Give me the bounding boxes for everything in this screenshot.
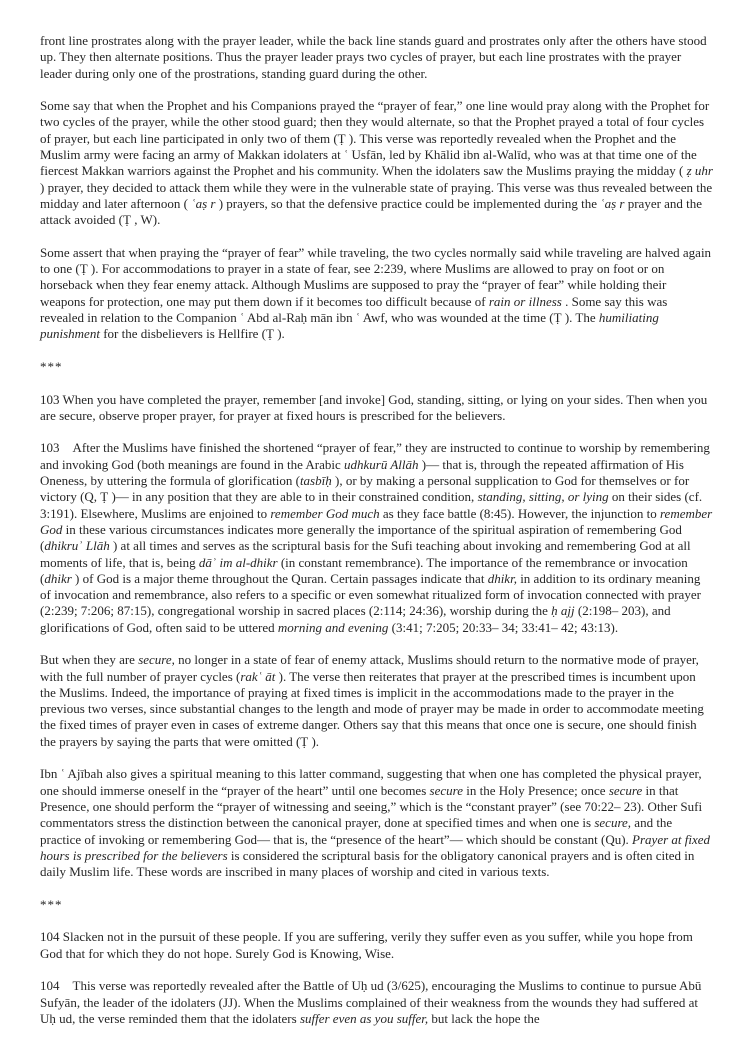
verse-103-commentary-paragraph-3: [40, 766, 713, 880]
verse-103-commentary-paragraph-2: [40, 652, 713, 750]
text-run: ) prayers, so that the defensive practice could be implemented during the: [215, 195, 601, 211]
text-run: (2:198– 203), and glorifications of God, often said to be uttered: [40, 603, 671, 635]
text-run: but lack the hope the: [428, 1010, 540, 1026]
italic-text-run: remember God: [40, 505, 713, 537]
italic-text-run: humiliating punishment: [40, 310, 659, 342]
italic-text-run: udhkurū Allāh: [344, 456, 419, 472]
commentary-paragraph-1: [40, 33, 713, 82]
commentary-paragraph-3: [40, 245, 713, 343]
text-run: (in constant remembrance). The importance of the remembrance or invocation (: [40, 554, 688, 586]
verse-103-commentary-paragraph-1: [40, 440, 713, 636]
italic-text-run: ʿaṣ r: [600, 195, 625, 211]
document-body: [40, 33, 713, 1027]
text-run: Some assert that when praying the “prayer of fear” while traveling, the two cycles normally said while traveling are halved again to one (Ṭ ). For accommodations to prayer in a state of fear, see 2:239, where Muslims are allowed to pray on foot or on horseback when they fear enemy attack. Although Muslims are supposed to pray the “prayer of fear” while holding their weapons for protection, one may put them down if it becomes too difficult because of: [40, 244, 712, 309]
italic-text-run: Prayer at fixed hours is prescribed for the believers: [40, 831, 711, 863]
italic-text-run: secure,: [594, 815, 632, 831]
italic-text-run: ʿaṣ r: [191, 195, 216, 211]
text-run: as they face battle (8:45). However, the injunction to: [379, 505, 660, 521]
italic-text-run: rakʿ āt: [240, 668, 276, 684]
text-run: ). The verse then reiterates that prayer at the prescribed times is incumbent upon the Muslims. Indeed, the importance of praying at fixed times is implicit in the accommodations made to the prayer in the previous two verses, since substantial changes to the length and mode of prayer may be made in order to accommodate meeting the fixed times of prayer even in cases of extreme danger. Others say that this means that once one is secure, one should finish the prayers by saying the parts that were omitted (Ṭ ).: [40, 668, 704, 749]
verse-104-translation: [40, 929, 713, 962]
text-run: in addition to its ordinary meaning of invocation and remembrance, also refers to a specific or even somewhat ritualized form of invocation connected with prayer (2:239; 7:206; 87:15), congregational worship in sacred places (2:114; 24:36), worship during the: [40, 570, 701, 619]
text-run: prayer and the attack avoided (Ṭ , W).: [40, 195, 703, 228]
text-run: )— that is, through the repeated affirmation of His Oneness, by uttering the formula of glorification (: [40, 456, 684, 489]
text-run: Ibn ʿ Ajībah also gives a spiritual meaning to this latter command, suggesting that when one has completed the physical prayer, one should immerse oneself in the “prayer of the heart” until one becomes: [40, 766, 702, 798]
italic-text-run: dhikruʾ Llāh: [44, 538, 110, 554]
text-run: no longer in a state of fear of enemy attack, Muslims should return to the normative mode of prayer, with the full number of prayer cycles (: [40, 652, 699, 684]
italic-text-run: dhikr: [44, 570, 72, 586]
italic-text-run: ẓ uhr: [686, 163, 713, 179]
italic-text-run: dhikr,: [487, 570, 517, 586]
text-run: in these various circumstances indicates more generally the importance of the spiritual aspiration of remembering God (: [40, 521, 682, 554]
italic-text-run: secure: [429, 782, 463, 798]
italic-text-run: ḥ ajj: [551, 603, 575, 619]
text-run: front line prostrates along with the prayer leader, while the back line stands guard and prostrates only after the others have stood up. They then alternate positions. Thus the prayer leader prays two cycles of prayer, but each line prostrates with the prayer leader during only one of the prostrations, standing guard during the other.: [40, 33, 707, 81]
text-run: for the disbelievers is Hellfire (Ṭ ).: [99, 326, 285, 342]
text-run: ), or by making a personal supplication to God for themselves or for victory (Q, Ṭ )— in any position that they are able to in their constrained condition,: [40, 473, 690, 505]
italic-text-run: secure,: [138, 652, 175, 668]
text-run: on their sides (cf. 3:191). Elsewhere, Muslims are enjoined to: [40, 489, 703, 521]
commentary-paragraph-2: [40, 98, 713, 228]
italic-text-run: dāʾ im al-dhikr: [198, 554, 278, 570]
italic-text-run: tasbīḥ: [299, 473, 332, 489]
text-run: 104 This verse was reportedly revealed after the Battle of Uḥ ud (3/625), encouraging the Muslims to continue to pursue Abū Sufyān, the leader of the idolaters (JJ). When the Muslims complained of their weakness from the wounds they had suffered at Uḥ ud, the verse reminded them that the idolaters: [40, 978, 702, 1026]
verse-104-commentary-paragraph-1: [40, 978, 713, 1027]
italic-text-run: rain or illness: [488, 293, 562, 309]
text-run: Some say that when the Prophet and his Companions prayed the “prayer of fear,” one line would pray along with the Prophet for two cycles of the prayer, while the other stood guard; then they would alternate, so that the Prophet prayed a total of four cycles of prayer, but each line participated in only two of them (Ṭ ). This verse was reportedly revealed when the Prophet and the Muslim army were facing an army of Makkan idolaters at ʿ Usfān, led by Khālid ibn al-Walīd, who was at that time one of the fiercest Makkan warriors against the Prophet and his community. When the idolaters saw the Muslims praying the midday (: [40, 98, 710, 179]
section-separator-1: [40, 359, 713, 375]
text-run: in the Holy Presence; once: [462, 782, 609, 798]
italic-text-run: secure: [608, 782, 643, 798]
text-run: . Some say this was revealed in relation to the Companion ʿ Abd al-Raḥ mān ibn ʿ Awf, who was wounded at the time (Ṭ ). The: [40, 293, 668, 326]
text-run: 103 When you have completed the prayer, remember [and invoke] God, standing, sitting, or lying on your sides. Then when you are secure, observe proper prayer, for prayer at fixed hours is prescribed for the believers.: [40, 391, 708, 423]
text-run: 103 After the Muslims have finished the shortened “prayer of fear,” they are instructed to continue to worship by remembering and invoking God (both meanings are found in the Arabic: [40, 440, 710, 472]
text-run: is considered the scriptural basis for the obligatory canonical prayers and is often cited in daily Muslim life. These words are inscribed in many places of worship and cited in various texts.: [40, 847, 695, 880]
text-run: 104 Slacken not in the pursuit of these people. If you are suffering, verily they suffer even as you suffer, while you hope from God that for which they do not hope. Surely God is Knowing, Wise.: [40, 929, 693, 961]
section-separator-2: [40, 897, 713, 913]
text-run: ) at all times and serves as the scriptural basis for the Sufi teaching about invoking and remembering God at all moments of life, that is, being: [40, 538, 691, 570]
italic-text-run: remember God much: [270, 505, 380, 521]
text-run: in that Presence, one should perform the “prayer of witnessing and seeing,” which is the “constant prayer” (see 70:22– 23). Other Sufi commentators stress the distinction between the canonical prayer, done at specified times and when one is: [40, 782, 703, 831]
text-run: ***: [40, 896, 63, 912]
text-run: (3:41; 7:205; 20:33– 34; 33:41– 42; 43:13).: [388, 619, 619, 635]
text-run: ) of God is a major theme throughout the Quran. Certain passages indicate that: [71, 570, 488, 586]
italic-text-run: standing, sitting, or lying: [477, 489, 609, 505]
text-run: ***: [40, 358, 63, 374]
italic-text-run: suffer even as you suffer,: [299, 1010, 429, 1026]
text-run: ) prayer, they decided to attack them while they were in the vulnerable state of praying. This verse was thus revealed between the midday and later afternoon (: [40, 179, 713, 211]
italic-text-run: morning and evening: [277, 619, 389, 635]
text-run: and the practice of invoking or remembering God— that is, the “presence of the heart”— which should be constant (Qu).: [40, 815, 673, 847]
text-run: But when they are: [40, 652, 139, 668]
verse-103-translation: [40, 392, 713, 425]
